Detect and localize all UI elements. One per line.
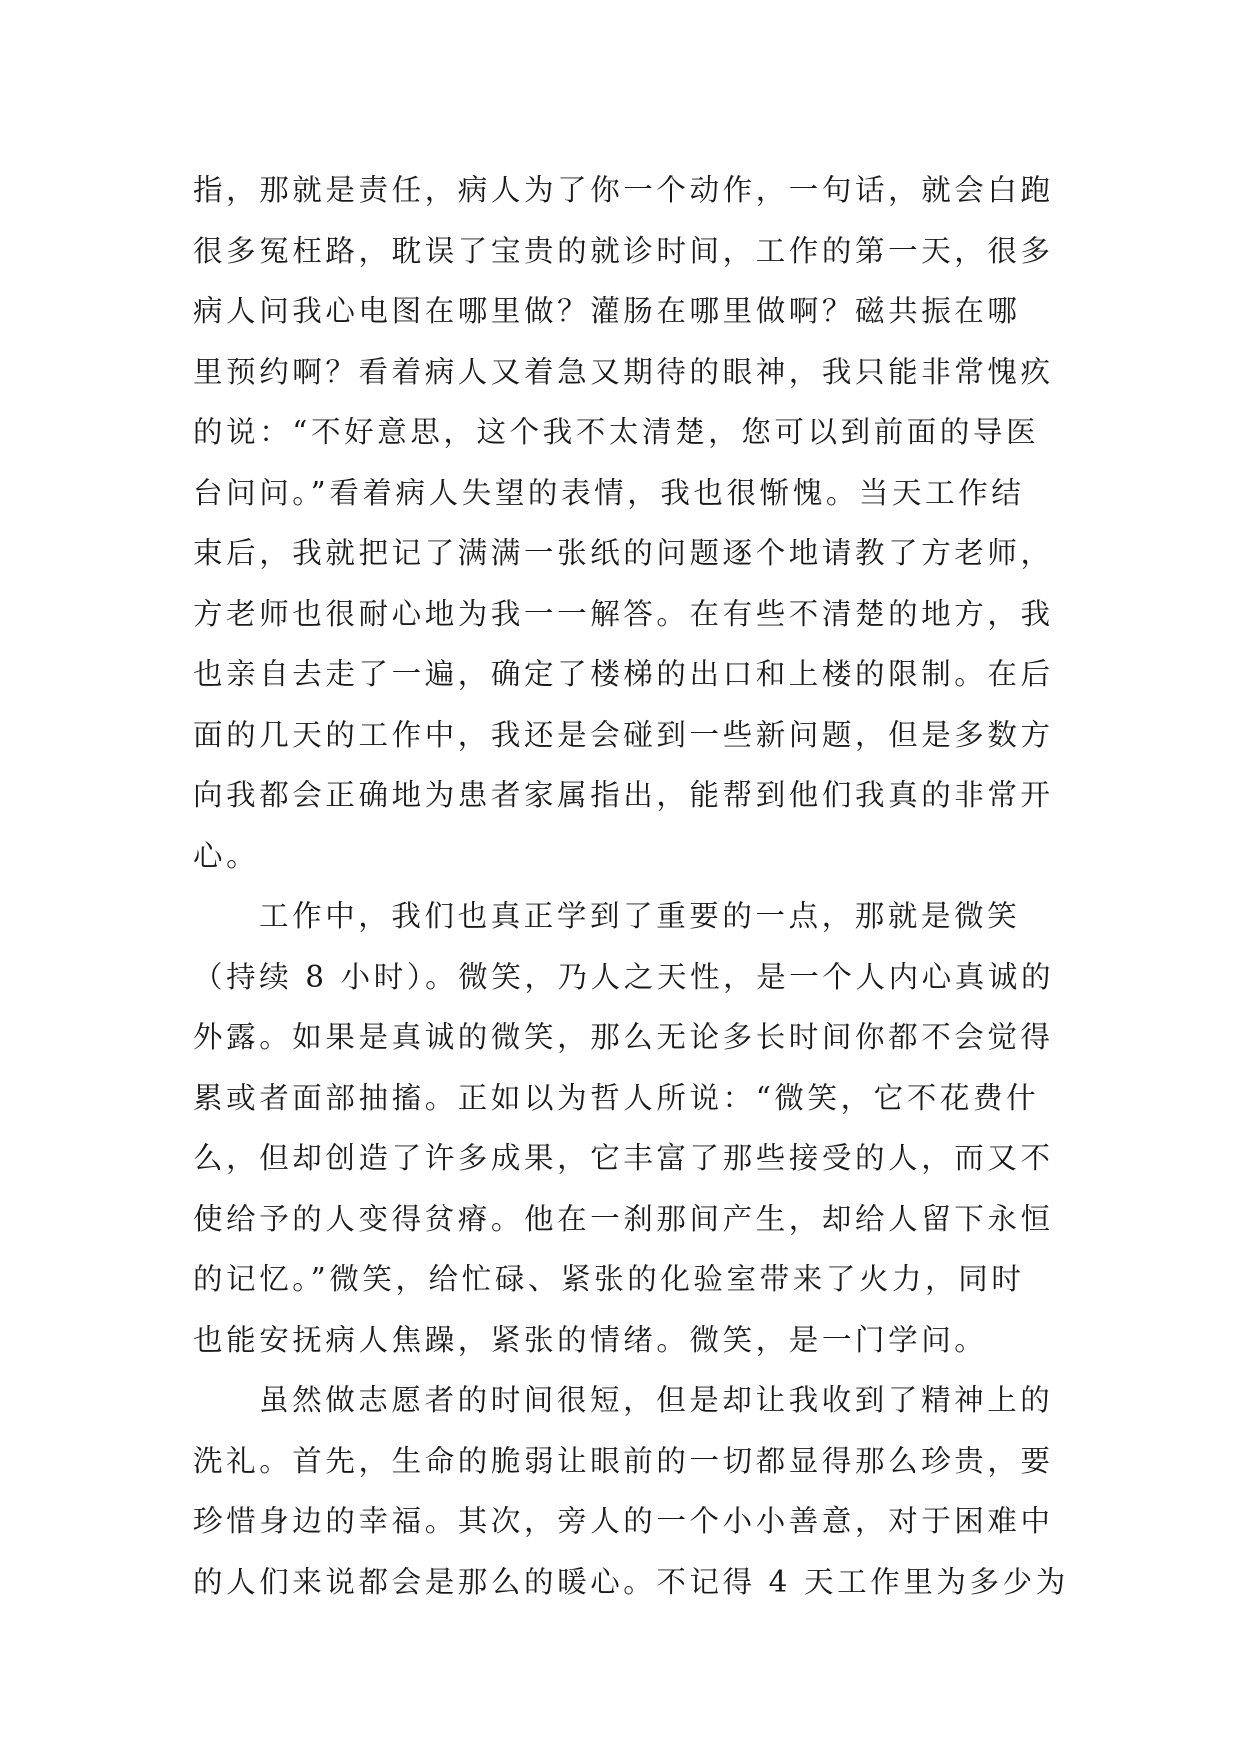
text-line: 心。 — [193, 838, 260, 873]
text-line: 指，那就是责任，病人为了你一个动作，一句话，就会白跑 — [193, 173, 1054, 207]
text-line: 面的几天的工作中，我还是会碰到一些新问题，但是多数方 — [193, 717, 1054, 752]
text-line: 的说：“不好意思，这个我不太清楚，您可以到前面的导医 — [193, 415, 1040, 449]
paragraph-2 — [193, 886, 1063, 1370]
text-line: 很多冤枉路，耽误了宝贵的就诊时间，工作的第一天，很多 — [193, 233, 1054, 268]
text-line: 的记忆。”微笑，给忙碌、紧张的化验室带来了火力，同时 — [193, 1262, 1025, 1296]
text-line: 里预约啊？看着病人又着急又期待的眼神，我只能非常愧疚 — [193, 354, 1054, 389]
text-line: 也能安抚病人焦躁，紧张的情绪。微笑，是一门学问。 — [193, 1322, 988, 1357]
text-line: 累或者面部抽搐。正如以为哲人所说：“微笑，它不花费什 — [193, 1080, 1040, 1115]
text-line: 台问问。”看着病人失望的表情，我也很惭愧。当天工作结 — [193, 475, 1025, 510]
text-line: 洗礼。首先，生命的脆弱让眼前的一切都显得那么珍贵，要 — [193, 1443, 1054, 1478]
text-line: 病人问我心电图在哪里做？灌肠在哪里做啊？磁共振在哪 — [193, 294, 1021, 328]
paragraph-3 — [193, 1370, 1069, 1612]
text-line: 使给予的人变得贫瘠。他在一刹那间产生，却给人留下永恒 — [193, 1201, 1054, 1236]
text-line: 的人们来说都会是那么的暖心。不记得 4 天工作里为多少为 — [193, 1564, 1069, 1599]
text-line: 方老师也很耐心地为我一一解答。在有些不清楚的地方，我 — [193, 596, 1054, 631]
text-line: 么，但却创造了许多成果，它丰富了那些接受的人，而又不 — [193, 1141, 1054, 1175]
text-line: 外露。如果是真诚的微笑，那么无论多长时间你都不会觉得 — [193, 1020, 1054, 1054]
text-line: （持续 8 小时）。微笑，乃人之天性，是一个人内心真诚的 — [193, 959, 1055, 994]
text-line: 也亲自去走了一遍，确定了楼梯的出口和上楼的限制。在后 — [193, 657, 1054, 691]
text-line: 束后，我就把记了满满一张纸的问题逐个地请教了方老师， — [193, 536, 1054, 570]
text-line: 虽然做志愿者的时间很短，但是却让我收到了精神上的 — [259, 1383, 1054, 1417]
text-line: 工作中，我们也真正学到了重要的一点，那就是微笑 — [259, 899, 1021, 933]
text-line: 珍惜身边的幸福。其次，旁人的一个小小善意，对于困难中 — [193, 1504, 1054, 1538]
paragraph-1 — [193, 160, 1063, 886]
text-line: 向我都会正确地为患者家属指出，能帮到他们我真的非常开 — [193, 778, 1054, 812]
document-body — [193, 160, 1069, 1612]
